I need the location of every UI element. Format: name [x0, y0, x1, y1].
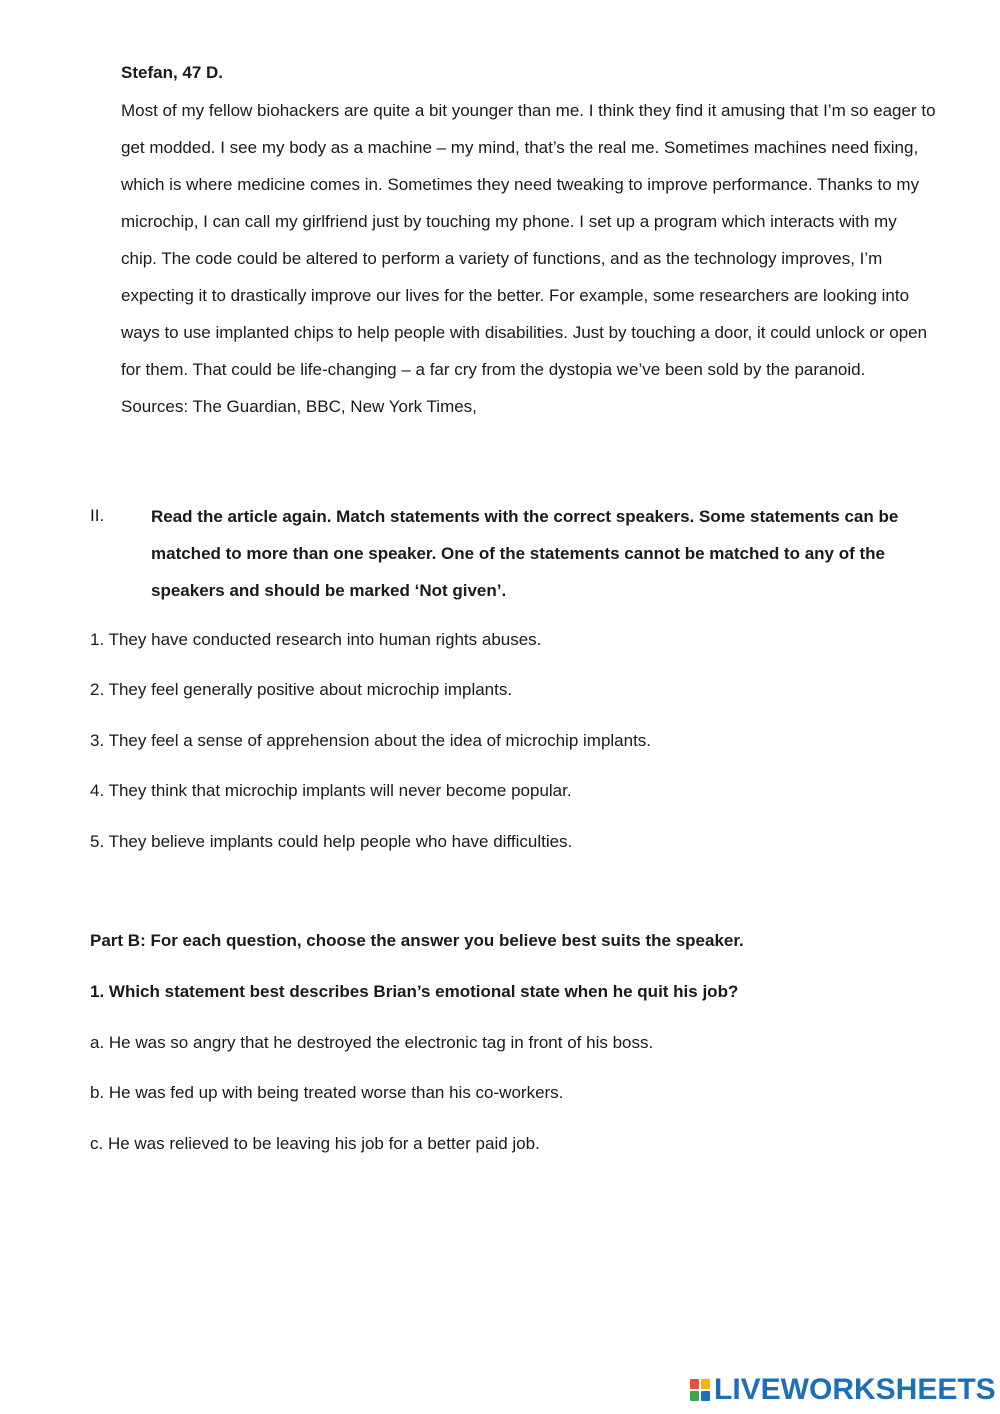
task-instruction: Read the article again. Match statements with the correct speakers. Some statements can be matched to more than one speaker. One of the statements cannot be matched to any of the speakers and should be marked ‘Not given’.: [151, 507, 899, 600]
speaker-name: Stefan, 47 D.: [121, 63, 224, 82]
logo-block: [690, 1379, 699, 1389]
task-number: II.: [90, 506, 105, 525]
logo-blocks-icon: [690, 1379, 710, 1401]
speaker-text: Most of my fellow biohackers are quite a bit younger than me. I think they find it amusing that I’m so eager to get modded. I see my body as a machine – my mind, that’s the real me. Sometimes machines need fixing, which is where medicine comes in. Sometimes they need tweaking to improve performance. Thanks to my microchip, I can call my girlfriend just by touching my phone. I set up a program which interacts with my chip. The code could be altered to perform a variety of functions, and as the technology improves, I’m expecting it to drastically improve our lives for the better. For example, some researchers are looking into ways to use implanted chips to help people with disabilities. Just by touching a door, it could unlock or open for them. That could be life-changing – a far cry from the dystopia we’ve been sold by the paranoid. Sources: The Guardian, BBC, New York Times,: [121, 101, 936, 416]
logo-text: LIVEWORKSHEETS: [714, 1373, 996, 1406]
liveworksheets-logo: [690, 1374, 996, 1406]
logo-block: [701, 1379, 710, 1389]
answer-option: a. He was so angry that he destroyed the electronic tag in front of his boss.: [90, 1033, 654, 1052]
logo-block: [701, 1391, 710, 1401]
answer-option: b. He was fed up with being treated worse than his co-workers.: [90, 1083, 564, 1103]
statement-item: 4. They think that microchip implants will never become popular.: [90, 781, 572, 801]
statement-item: 2. They feel generally positive about microchip implants.: [90, 680, 513, 700]
logo-block: [690, 1391, 699, 1401]
answer-option: c. He was relieved to be leaving his job for a better paid job.: [90, 1133, 540, 1153]
statement-item: 5. They believe implants could help people who have difficulties.: [90, 831, 573, 851]
part-b-question: 1. Which statement best describes Brian’s emotional state when he quit his job?: [90, 982, 739, 1001]
statement-item: 1. They have conducted research into human rights abuses.: [90, 630, 542, 649]
statement-list: [90, 628, 950, 880]
part-b-title: Part B: For each question, choose the answer you believe best suits the speaker.: [90, 931, 744, 950]
statement-item: 3. They feel a sense of apprehension about the idea of microchip implants.: [90, 730, 652, 750]
answer-options: [90, 1031, 950, 1182]
